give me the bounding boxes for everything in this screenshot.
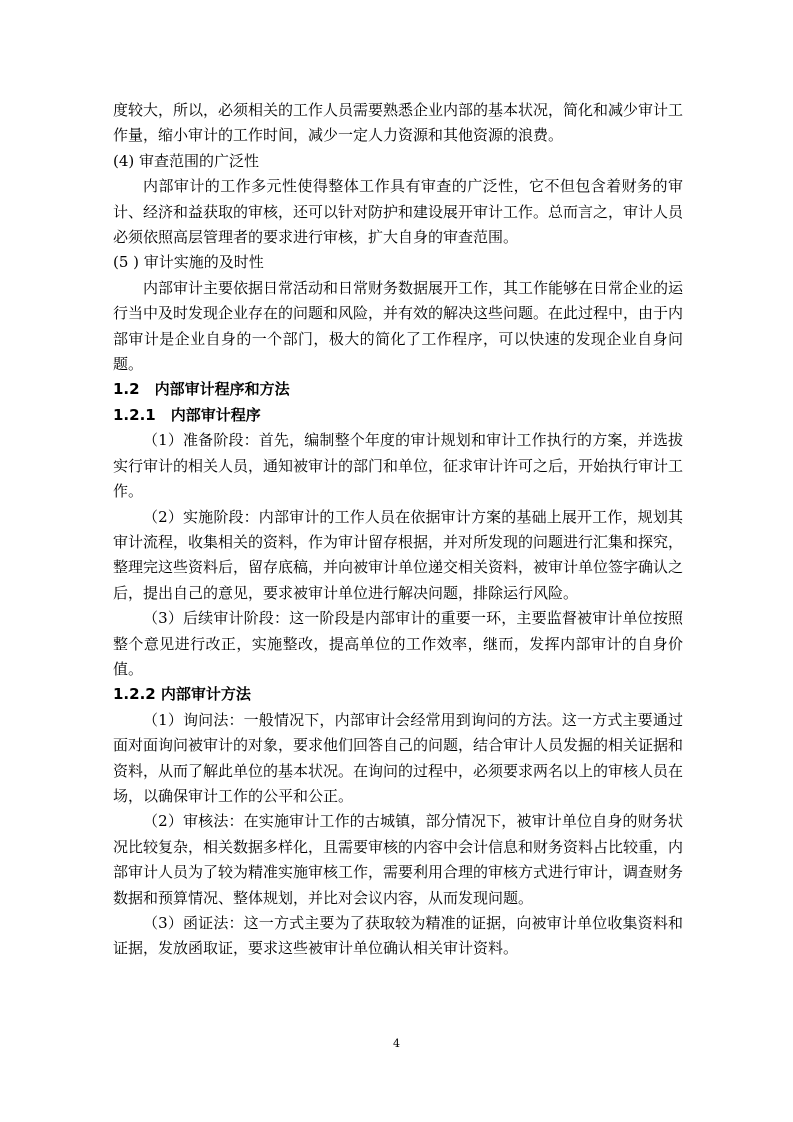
paragraph-inquiry-method: （1）询问法：一般情况下，内部审计会经常用到询问的方法。这一方式主要通过面对面询问被审计的对象，要求他们回答自己的问题，结合审计人员发掘的相关证据和资料，从而了解此单位的基本状况。在询问的过程中，必须要求两名以上的审核人员在场，以确保审计工作的公平和公正。: [113, 710, 684, 805]
heading-1-2-2: 1.2.2 内部审计方法: [113, 685, 251, 704]
paragraph-implementation-stage: （2）实施阶段：内部审计的工作人员在依据审计方案的基础上展开工作，规划其审计流程，收集相关的资料，作为审计留存根据，并对所发现的问题进行汇集和探究，整理完这些资料后，留存底稿，并向被审计单位递交相关资料，被审计单位签字确认之后，提出自己的意见，要求被审计单位进行解决问题，排除运行风险。: [113, 507, 684, 602]
paragraph-followup-stage: （3）后续审计阶段：这一阶段是内部审计的重要一环，主要监督被审计单位按照整个意见进行改正，实施整改，提高单位的工作效率，继而，发挥内部审计的自身价值。: [113, 609, 683, 678]
paragraph-review-method: （2）审核法：在实施审计工作的古城镇，部分情况下，被审计单位自身的财务状况比较复杂，相关数据多样化，且需要审核的内容中会计信息和财务资料占比较重，内部审计人员为了较为精准实施审核工作，需要利用合理的审核方式进行审计，调查财务数据和预算情况、整体规划，并比对会议内容，从而发现问题。: [113, 812, 684, 907]
paragraph-timeliness: 内部审计主要依据日常活动和日常财务数据展开工作，其工作能够在日常企业的运行当中及时发现企业存在的问题和风险，并有效的解决这些问题。在此过程中，由于内部审计是企业自身的一个部门，极大的简化了工作程序，可以快速的发现企业自身问题。: [113, 278, 684, 374]
heading-1-2: 1.2 内部审计程序和方法: [113, 380, 290, 399]
document-body: [113, 98, 683, 962]
page-number: 4: [393, 1037, 400, 1050]
paragraph-workload: 度较大，所以，必须相关的工作人员需要熟悉企业内部的基本状况，简化和减少审计工作量，缩小审计的工作时间，减少一定人力资源和其他资源的浪费。: [113, 101, 684, 145]
paragraph-preparation-stage: （1）准备阶段：首先，编制整个年度的审计规划和审计工作执行的方案，并选拔实行审计的相关人员，通知被审计的部门和单位，征求审计许可之后，开始执行审计工作。: [113, 431, 684, 501]
paragraph-confirmation-method: （3）函证法：这一方式主要为了获取较为精准的证据，向被审计单位收集资料和证据，发放函取证，要求这些被审计单位确认相关审计资料。: [113, 914, 683, 958]
subheading-review-scope: (4) 审查范围的广泛性: [113, 151, 260, 170]
subheading-timeliness: (5 ) 审计实施的及时性: [113, 253, 264, 272]
paragraph-review-scope: 内部审计的工作多元性使得整体工作具有审查的广泛性，它不但包含着财务的审计、经济和益获取的审核，还可以针对防护和建设展开审计工作。总而言之，审计人员必须依照高层管理者的要求进行审核，扩大自身的审查范围。: [113, 177, 684, 247]
heading-1-2-1: 1.2.1 内部审计程序: [113, 405, 261, 424]
